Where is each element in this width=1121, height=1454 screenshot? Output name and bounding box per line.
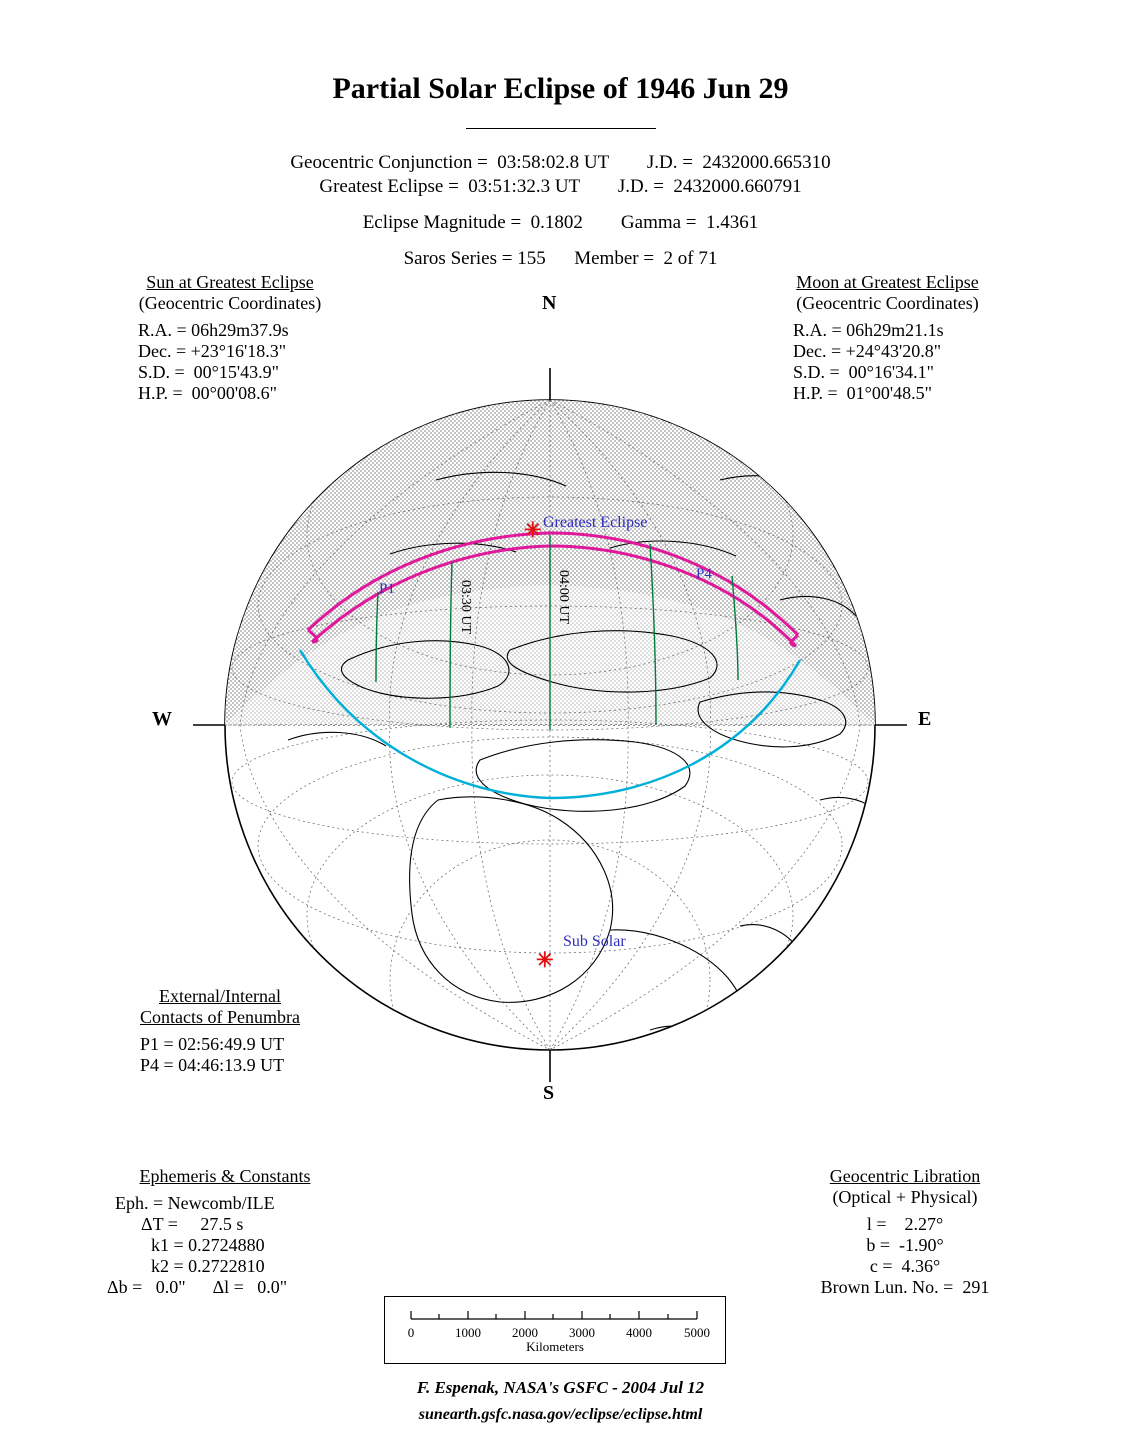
greatest-eclipse-label: Greatest Eclipse: [543, 514, 648, 531]
sun-hp: H.P. = 00°00'08.6": [138, 383, 277, 403]
moon-block-heading: Moon at Greatest Eclipse: [796, 272, 979, 292]
moon-block-subheading: (Geocentric Coordinates): [796, 293, 979, 313]
credit-url: sunearth.gsfc.nasa.gov/eclipse/eclipse.html: [418, 1406, 703, 1423]
ephemeris-source: Eph. = Newcomb/ILE: [115, 1193, 275, 1213]
p1-label: P1: [379, 581, 395, 597]
moon-sd: S.D. = 00°16'34.1": [793, 362, 934, 382]
scale-tick-5000: 5000: [684, 1325, 710, 1340]
greatest-eclipse-marker: ✳: [524, 518, 542, 542]
contact-p4: P4 = 04:46:13.9 UT: [140, 1055, 285, 1075]
direction-label-east: E: [918, 708, 932, 730]
scale-tick-0: 0: [407, 1325, 415, 1340]
sun-sd: S.D. = 00°15'43.9": [138, 362, 279, 382]
scale-tick-3000: 3000: [569, 1325, 595, 1340]
delta-t: ΔT = 27.5 s: [141, 1214, 244, 1234]
p4-label: P4: [696, 566, 712, 582]
scale-tick-4000: 4000: [626, 1325, 652, 1340]
scale-bar: [384, 1296, 726, 1364]
contacts-heading-line2: Contacts of Penumbra: [140, 1007, 300, 1027]
libration-c: c = 4.36°: [869, 1256, 941, 1276]
libration-heading: Geocentric Libration: [829, 1166, 981, 1186]
direction-label-north: N: [542, 292, 557, 314]
title-divider: [466, 128, 656, 129]
sub-solar-marker: ✳: [536, 948, 554, 972]
moon-ra: R.A. = 06h29m21.1s: [793, 320, 944, 340]
delta-b-delta-l: Δb = 0.0" Δl = 0.0": [107, 1277, 288, 1297]
sun-block-subheading: (Geocentric Coordinates): [138, 293, 322, 313]
time-label-0400: 04:00 UT: [556, 570, 571, 625]
credit-line: F. Espenak, NASA's GSFC - 2004 Jul 12: [416, 1378, 705, 1397]
contacts-heading-line1: External/Internal: [159, 986, 281, 1006]
contact-p1: P1 = 02:56:49.9 UT: [140, 1034, 285, 1054]
direction-label-west: W: [152, 708, 172, 730]
k1-value: k1 = 0.2724880: [151, 1235, 265, 1255]
ephemeris-heading: Ephemeris & Constants: [139, 1166, 311, 1186]
libration-subheading: (Optical + Physical): [832, 1187, 978, 1207]
saros-series-line: Saros Series = 155 Member = 2 of 71: [403, 248, 718, 269]
moon-dec: Dec. = +24°43'20.8": [793, 341, 942, 361]
libration-l: l = 2.27°: [866, 1214, 944, 1234]
direction-label-south: S: [543, 1082, 555, 1104]
sub-solar-label: Sub Solar: [563, 933, 626, 950]
ephemeris-constants-block: [105, 1166, 345, 1298]
magnitude-gamma-line: Eclipse Magnitude = 0.1802 Gamma = 1.4361: [362, 212, 759, 233]
scale-units-label: Kilometers: [526, 1339, 584, 1354]
time-label-0330: 03:30 UT: [458, 580, 473, 635]
libration-b: b = -1.90°: [866, 1235, 944, 1255]
sun-block-heading: Sun at Greatest Eclipse: [146, 272, 314, 292]
k2-value: k2 = 0.2722810: [151, 1256, 265, 1276]
scale-tick-1000: 1000: [455, 1325, 481, 1340]
scale-ticks: [411, 1311, 697, 1319]
greatest-eclipse-line: Greatest Eclipse = 03:51:32.3 UT J.D. = 2432000.660791: [319, 176, 802, 197]
geocentric-libration-block: [780, 1166, 1030, 1298]
sun-ra: R.A. = 06h29m37.9s: [138, 320, 289, 340]
page-title: Partial Solar Eclipse of 1946 Jun 29: [332, 72, 789, 105]
scale-tick-2000: 2000: [512, 1325, 538, 1340]
geocentric-conjunction-line: Geocentric Conjunction = 03:58:02.8 UT J.D. = 2432000.665310: [290, 152, 831, 173]
sun-dec: Dec. = +23°16'18.3": [138, 341, 287, 361]
moon-hp: H.P. = 01°00'48.5": [793, 383, 932, 403]
brown-lunation-number: Brown Lun. No. = 291: [820, 1277, 990, 1297]
